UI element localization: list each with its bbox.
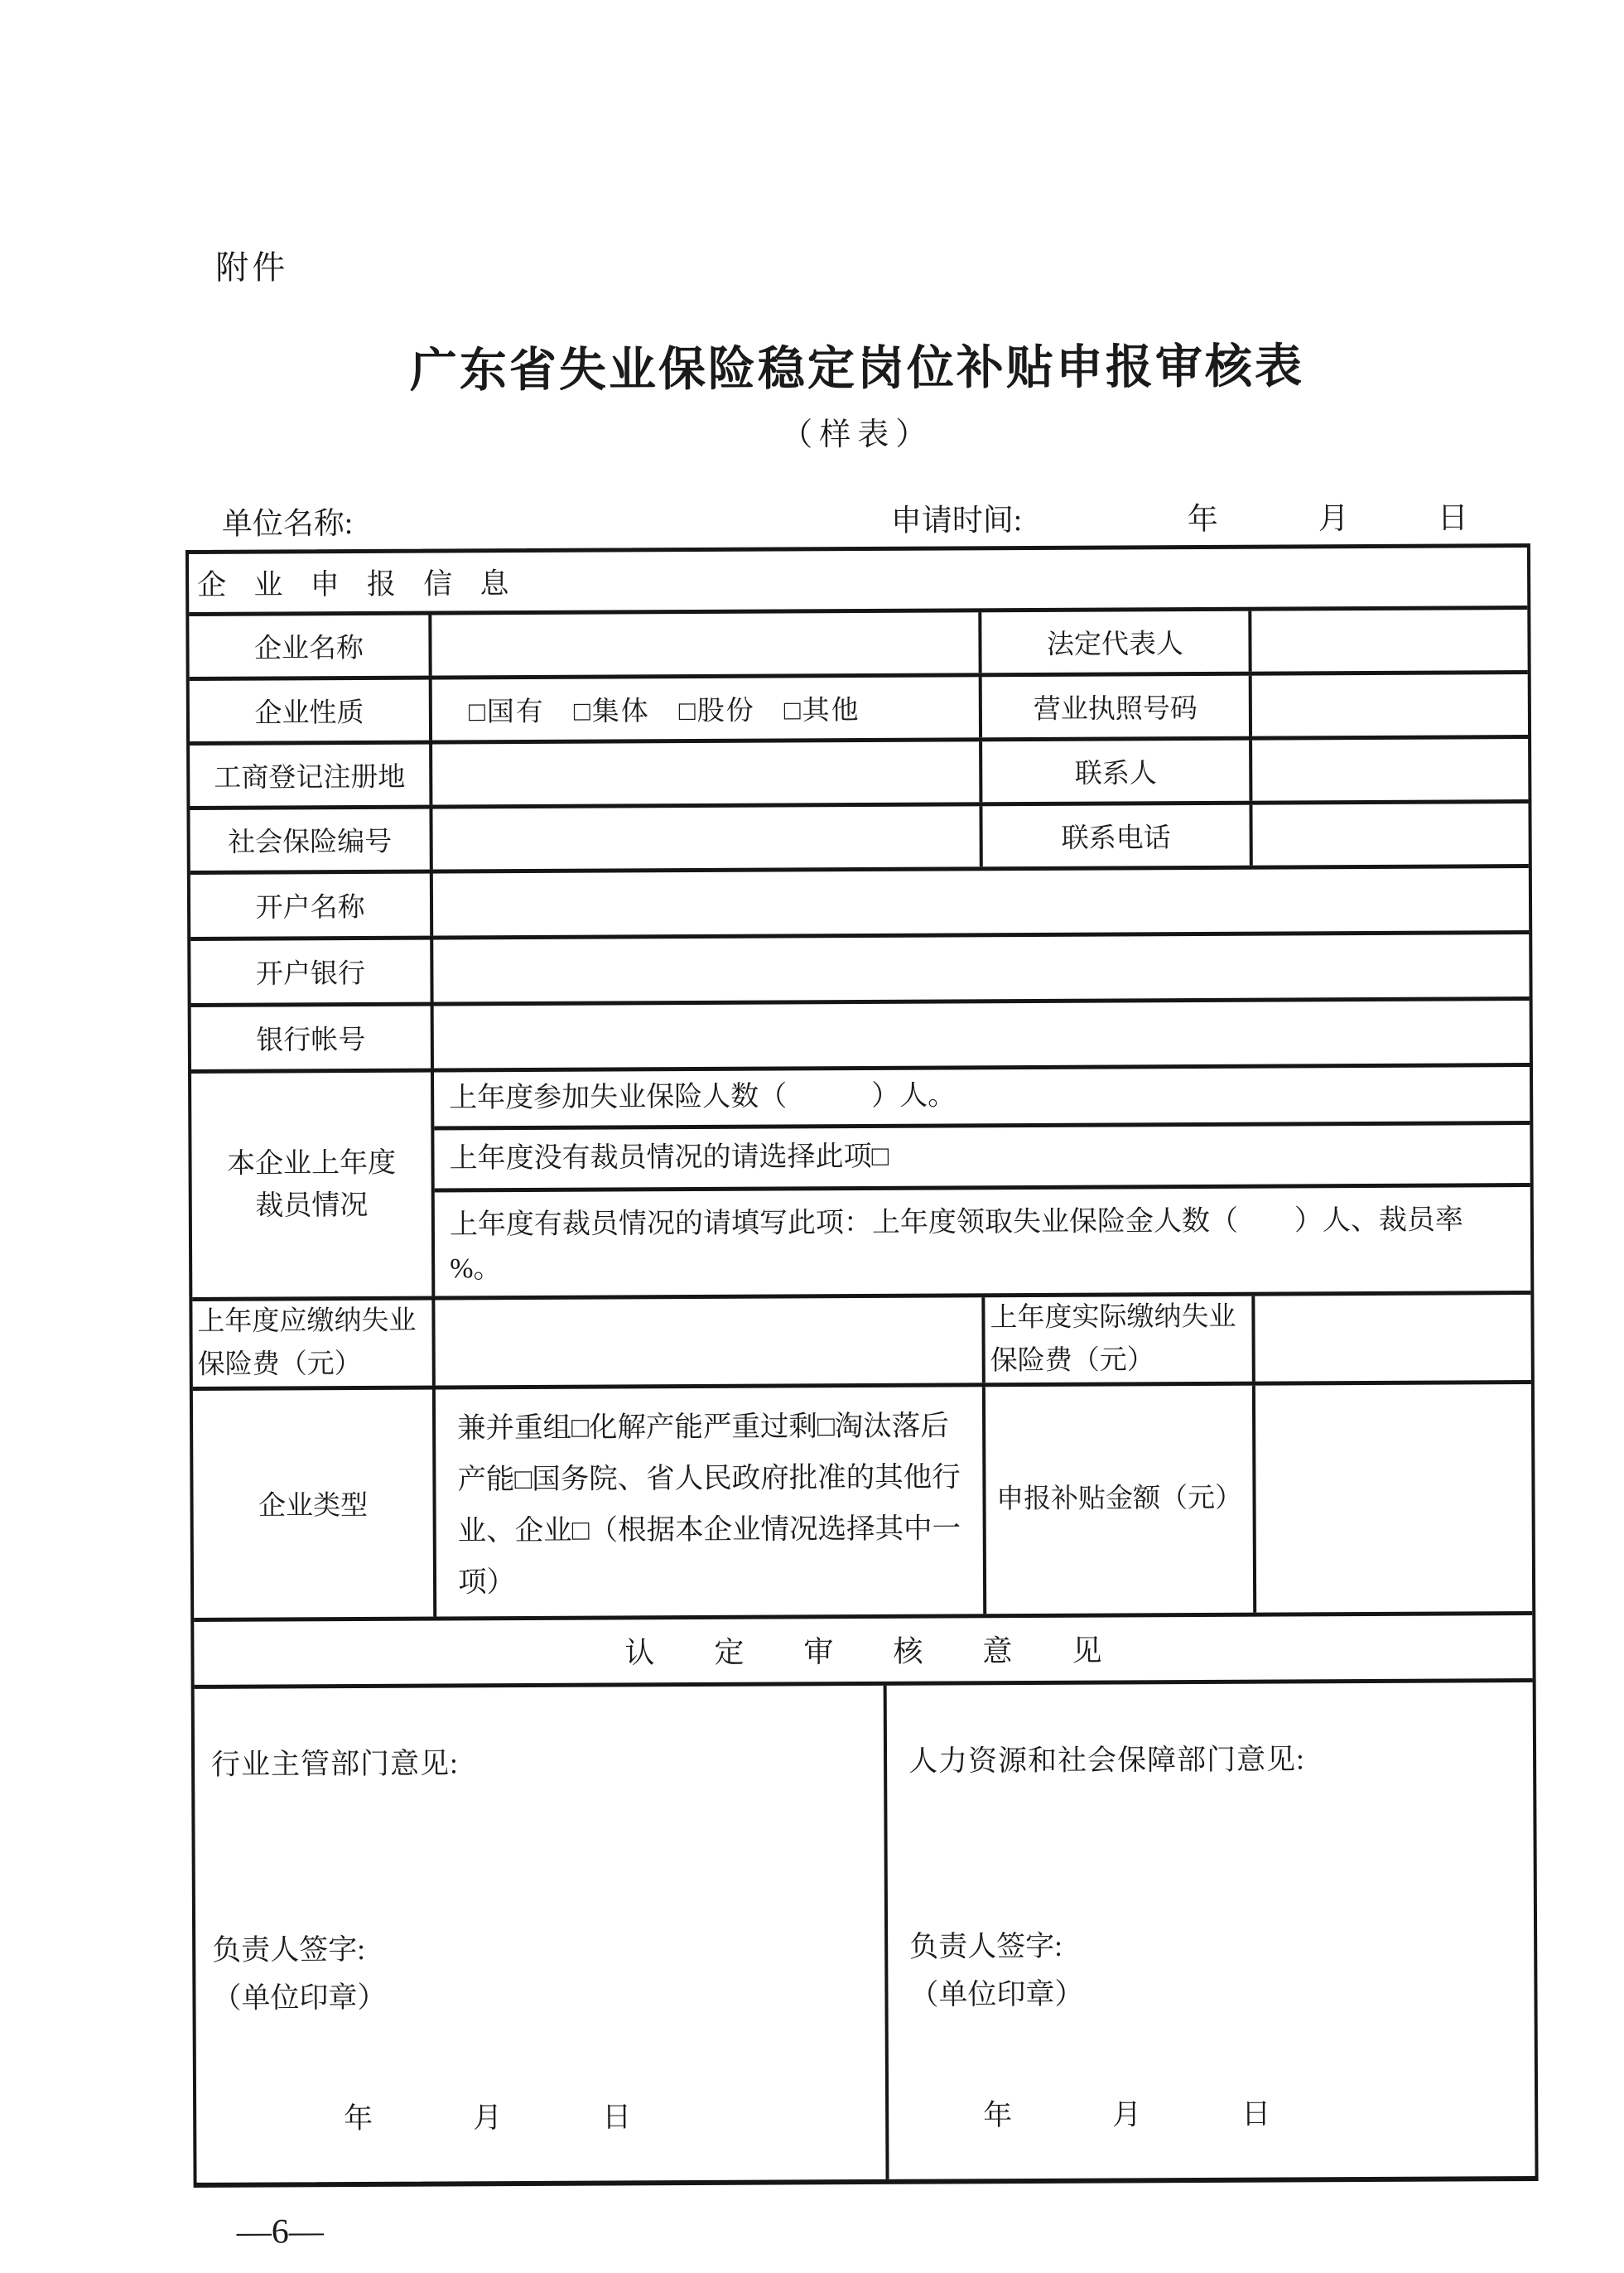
- hr-sign-label: 负责人签字:: [909, 1929, 1063, 1963]
- bank-label: 开户银行: [255, 958, 366, 990]
- contact-phone-value-cell: [1249, 804, 1528, 866]
- industry-seal-label: （单位印章）: [212, 1981, 387, 2015]
- industry-sign-label: 负责人签字:: [212, 1933, 366, 1967]
- account-name-value-cell: [430, 868, 1529, 935]
- layoff-details-line: 上年度有裁员情况的请填写此项：上年度领取失业保险金人数（ ）人、裁员率 %。: [435, 1183, 1531, 1296]
- social-insurance-no-label: 社会保险编号: [228, 827, 393, 858]
- subsidy-amount-value-cell: [1252, 1384, 1532, 1613]
- review-header: 认定审核意见: [624, 1634, 1162, 1670]
- row-enterprise-name: [189, 606, 1527, 677]
- payable-fee-label: 上年度应缴纳失业保险费（元）: [197, 1305, 417, 1380]
- contact-phone-label: 联系电话: [979, 805, 1249, 867]
- contact-label: 联系人: [979, 741, 1249, 803]
- bank-account-value-cell: [431, 1001, 1530, 1068]
- month-label: 月: [1318, 502, 1349, 537]
- hr-seal-label: （单位印章）: [909, 1977, 1084, 2011]
- contact-value-cell: [1249, 739, 1528, 801]
- subsidy-amount-label: 申报补贴金额（元）: [982, 1385, 1253, 1614]
- row-registration-place: [190, 735, 1528, 806]
- page-number: —6—: [236, 2212, 324, 2251]
- paid-fee-value-cell: [1251, 1295, 1530, 1381]
- bank-account-label: 银行帐号: [256, 1025, 366, 1056]
- industry-opinion-cell: [195, 1686, 886, 2183]
- registration-place-label: 工商登记注册地: [214, 762, 406, 794]
- enterprise-type-options: 兼并重组□化解产能严重过剩□淘汰落后产能□国务院、省人民政府批准的其他行业、企业□（根据本企业情况选择其中一项）: [432, 1387, 983, 1616]
- row-enterprise-nature: [190, 670, 1528, 741]
- industry-date-line: 年 月 日: [344, 2101, 635, 2135]
- row-layoff-block: [191, 1063, 1548, 1297]
- payable-fee-value-cell: [431, 1298, 981, 1386]
- industry-opinion-label: 行业主管部门意见:: [210, 1747, 459, 1781]
- bank-value-cell: [430, 934, 1529, 1001]
- enterprise-type-label: 企业类型: [258, 1491, 369, 1522]
- row-bank: [190, 930, 1529, 1003]
- enterprise-nature-options: □国有 □集体 □股份 □其他: [429, 677, 979, 740]
- apply-time-label: 申请时间:: [890, 504, 1023, 538]
- license-no-label: 营业执照号码: [979, 676, 1249, 738]
- hr-opinion-label: 人力资源和社会保障部门意见:: [908, 1743, 1305, 1778]
- row-enterprise-type: [193, 1380, 1532, 1618]
- registration-place-value-cell: [429, 741, 979, 804]
- enterprise-nature-label: 企业性质: [254, 697, 364, 729]
- section-header-row: [189, 548, 1527, 612]
- row-bank-account: [191, 997, 1530, 1069]
- form-sheet: [183, 0, 1548, 2252]
- enterprise-name-value-cell: [428, 612, 978, 675]
- meta-row: [186, 492, 1530, 542]
- form-title: 广东省失业保险稳定岗位补贴申报审核表: [409, 340, 1305, 398]
- application-form-table: [186, 543, 1548, 2188]
- row-account-name: [190, 864, 1529, 937]
- layoff-none-option-line: 上年度没有裁员情况的请选择此项□: [434, 1121, 1530, 1188]
- day-label: 日: [1437, 501, 1468, 536]
- section-header-enterprise-info: 企业申报信息: [197, 567, 537, 601]
- year-label: 年: [1187, 502, 1218, 538]
- row-review-opinions: [195, 1678, 1535, 2183]
- hr-date-line: 年 月 日: [983, 2097, 1275, 2131]
- enterprise-name-label: 企业名称: [253, 633, 364, 664]
- layoff-section-label-text: 本企业上年度裁员情况: [226, 1147, 397, 1222]
- hr-opinion-cell: [884, 1682, 1535, 2179]
- unit-name-label: 单位名称:: [221, 506, 354, 542]
- legal-rep-label: 法定代表人: [978, 611, 1248, 673]
- row-review-header: [194, 1611, 1532, 1685]
- layoff-detail-rows: [431, 1067, 1548, 1296]
- license-no-value-cell: [1249, 674, 1528, 736]
- layoff-section-label: [191, 1073, 431, 1298]
- form-subtitle: （样表）: [781, 417, 934, 453]
- paid-fee-label: 上年度实际缴纳失业保险费（元）: [981, 1296, 1251, 1383]
- row-social-insurance-no: [190, 799, 1528, 871]
- legal-rep-value-cell: [1248, 610, 1527, 672]
- layoff-insured-count-line: 上年度参加失业保险人数（ ）人。: [449, 1080, 957, 1114]
- row-insurance-fee: [192, 1291, 1531, 1386]
- attachment-label: 附件: [215, 249, 289, 287]
- account-name-label: 开户名称: [255, 892, 365, 924]
- social-insurance-no-value-cell: [429, 806, 979, 869]
